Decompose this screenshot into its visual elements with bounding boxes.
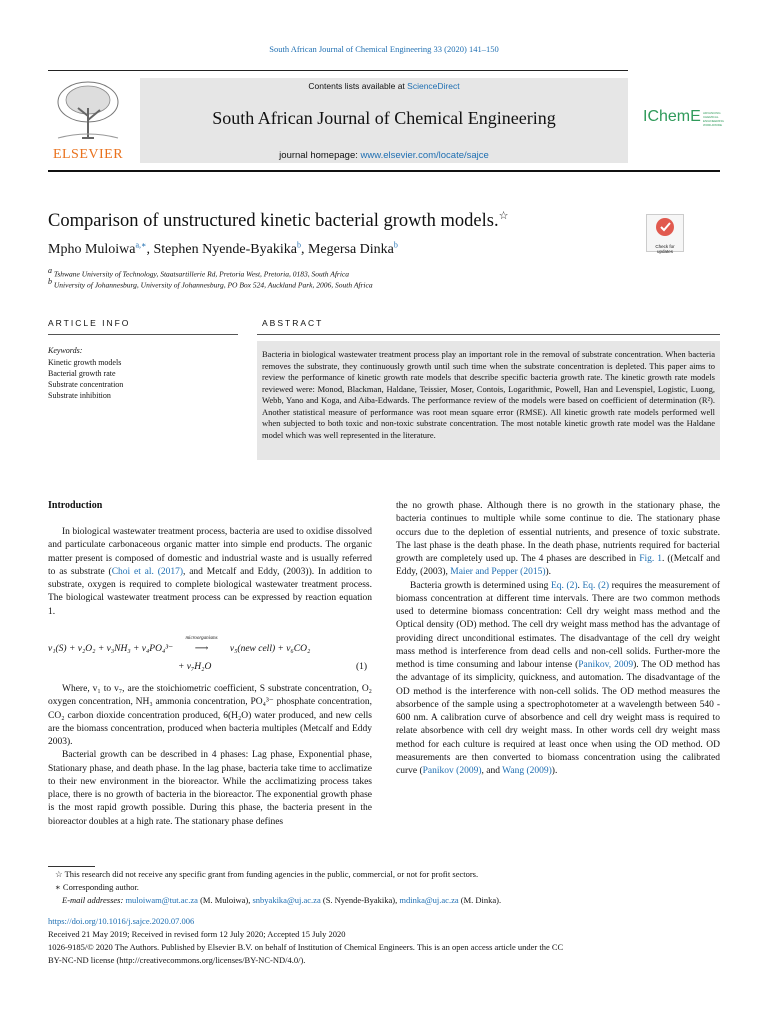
elsevier-wordmark: ELSEVIER bbox=[52, 147, 124, 162]
right-p2-text-cont2: ). The OD method has the advantage of its simplicity, quickness, and automation. The disadvantage of the OD method is the interference with non-cell solids. The OD method measures the absorbence of the sample using a spectrophotometer at a wavelength between 540 - 600 nm. A calibration curve of absorbence and cell dry weight mass is required to relate absorbence with cell dry weight mass. In other words cell dry weight mass method for each culture is required at least once when using the OD method. OD measurements are then converted to biomass concentration using the calibrated curve ( bbox=[396, 660, 720, 776]
intro-p2-text: Where, v₁ to v₇, are the stoichiometric coefficient, S substrate concentration, O₂ oxygen concentration, NH₃ ammonia concentration, PO₄³⁻ phosphate concentration, CO₂ carbon dioxide concentration produced, 6(H₂O) water produced, and new cells are the biomass concentration, produced when bacteria multiples (Metcalf and Eddy 2003). bbox=[48, 684, 372, 747]
article-info-rule bbox=[48, 334, 238, 335]
icheme-tagline: ADVANCING CHEMICAL ENGINEERING WORLDWIDE bbox=[703, 111, 725, 127]
citation-link[interactable]: Choi et al. (2017) bbox=[111, 566, 184, 577]
equation-link[interactable]: Eq. (2) bbox=[582, 580, 610, 591]
affil-text: University of Johannesburg, University of Johannesburg, PO Box 524, Auckland Park, 2006, South Africa bbox=[52, 280, 373, 290]
corresponding-footnote bbox=[55, 882, 139, 893]
right-p2-text-cont: requires the measurement of biomass concentration at different time intervals. There are two common methods used to determine biomass concentration: Cell dry weight mass method and the Optical density (OD) method. The cell dry weight mass method has the advantage of providing direct unconditional estimates. The disadvantage of the cell dry weight mass method is interference from dead cells and non-cell solids. Further-more the method is time consuming and labour intense ( bbox=[396, 580, 720, 670]
affil-mark: b bbox=[48, 277, 52, 286]
author-affil-mark[interactable]: b bbox=[296, 240, 301, 249]
copyright-line-1: 1026-9185/© 2020 The Authors. Published by Elsevier B.V. on behalf of Institution of Chemical Engineers. This is an open access article under the CC bbox=[48, 942, 564, 952]
keywords-label: Keywords: bbox=[48, 346, 83, 355]
check-updates-label: Check for updates bbox=[655, 244, 675, 254]
homepage-link[interactable]: www.elsevier.com/locate/sajce bbox=[360, 150, 489, 161]
article-title bbox=[48, 209, 508, 232]
right-p1-text: the no growth phase. Although there is no growth in the stationary phase, the bacteria continues to multiple while some continue to die. The stationary phase occurs due to the depletion of essential nutrients, and presence of toxic substrate. The last phase is the death phase. In the death phase, nutrients required for bacterial growth are completely used up. The 4 phases are described in bbox=[396, 501, 720, 564]
homepage-prefix: journal homepage: bbox=[279, 150, 361, 161]
equation-arrow: microorganisms ⟶ bbox=[176, 643, 228, 654]
equation-arrow-label: microorganisms bbox=[185, 636, 218, 641]
sciencedirect-link[interactable]: ScienceDirect bbox=[407, 81, 460, 91]
footnote-rule bbox=[48, 866, 95, 867]
check-for-updates-badge[interactable] bbox=[646, 214, 684, 252]
icheme-wordmark: IChemE bbox=[643, 108, 701, 125]
title-footnote-mark[interactable]: ☆ bbox=[498, 210, 509, 222]
received-dates: Received 21 May 2019; Received in revised form 12 July 2020; Accepted 15 July 2020 bbox=[48, 929, 346, 939]
email-link[interactable]: mdinka@uj.ac.za bbox=[399, 895, 459, 905]
article-info-heading: ARTICLE INFO bbox=[48, 318, 131, 328]
journal-homepage bbox=[140, 150, 628, 161]
email-owner: (S. Nyende-Byakika), bbox=[320, 895, 400, 905]
author-list bbox=[48, 240, 398, 258]
check-updates-icon bbox=[647, 215, 683, 239]
journal-banner bbox=[140, 78, 628, 163]
equation-reactants: v₁(S) + v₂O₂ + v₃NH₃ + v₄PO₄³⁻ bbox=[48, 644, 174, 654]
author-sep: , bbox=[300, 241, 308, 257]
intro-p3-text: Bacterial growth can be described in 4 phases: Lag phase, Exponential phase, Stationary phase, and death phase. In the lag phase, bacteria take time to acclimatize to their new environment in the bioreactor. While the acclimatizing process takes place, there is no growth of bacteria in the bioreactor. The exponential growth phase is the most rapid growth possible. During this phase, the bacteria present in the bioreactor doubles at a high rate. The stationary phase defines bbox=[48, 750, 372, 827]
email-owner: (M. Muloiwa), bbox=[197, 895, 253, 905]
citation-link[interactable]: Panikov (2009) bbox=[422, 766, 482, 776]
right-p2-text-end: ). bbox=[551, 766, 558, 776]
right-p2-text-cont3: , and bbox=[481, 766, 503, 776]
affiliation-b bbox=[48, 277, 373, 290]
elsevier-tree-icon bbox=[48, 78, 128, 144]
email-link[interactable]: snbyakika@uj.ac.za bbox=[252, 895, 321, 905]
author-affil-mark[interactable]: b bbox=[393, 240, 398, 249]
author-2[interactable] bbox=[154, 242, 308, 257]
author-1[interactable] bbox=[48, 242, 154, 257]
equation-line-2: + v₇H₂O bbox=[178, 662, 212, 672]
citation-link[interactable]: Panikov, 2009 bbox=[578, 660, 634, 670]
journal-reference[interactable]: South African Journal of Chemical Engineering 33 (2020) 141–150 bbox=[269, 44, 499, 54]
author-name: Megersa Dinka bbox=[307, 241, 394, 257]
intro-p1-text: In biological wastewater treatment process, bacteria are used to oxidise dissolved and particulate carbonaceous organic matter into simple end products. The organic matter present is composed of domestic and industrial waste and is usually referred to as substrate ( bbox=[48, 527, 372, 577]
equation-products: v₅(new cell) + v₆CO₂ bbox=[229, 644, 311, 654]
intro-paragraph-1 bbox=[48, 526, 372, 619]
equation-number: (1) bbox=[356, 662, 368, 672]
keyword-item: Substrate concentration bbox=[48, 380, 124, 389]
figure-link[interactable]: Fig. 1 bbox=[639, 554, 662, 564]
reaction-equation bbox=[48, 636, 372, 654]
keyword-item: Bacterial growth rate bbox=[48, 369, 116, 378]
funding-text: This research did not receive any specific grant from funding agencies in the public, commercial, or not for profit sectors. bbox=[62, 869, 479, 879]
abstract-rule bbox=[257, 334, 720, 335]
right-p2-sep: . bbox=[577, 580, 583, 591]
author-name: Mpho Muloiwa bbox=[48, 241, 136, 257]
right-column-text bbox=[396, 500, 720, 778]
corresponding-text: Corresponding author. bbox=[60, 882, 139, 892]
email-link[interactable]: muloiwam@tut.ac.za bbox=[125, 895, 198, 905]
author-sep: , bbox=[146, 241, 154, 257]
equation-link[interactable]: Eq. (2) bbox=[550, 580, 578, 591]
footnote-mark: ☆ bbox=[55, 869, 63, 879]
copyright-line-2[interactable]: BY-NC-ND license (http://creativecommons.org/licenses/BY-NC-ND/4.0/). bbox=[48, 955, 306, 965]
citation-link[interactable]: Maier and Pepper (2015) bbox=[450, 567, 546, 578]
author-name: Stephen Nyende-Byakika bbox=[153, 241, 297, 257]
citation-link[interactable]: Wang (2009) bbox=[502, 766, 552, 776]
right-p1-text-cont: . ((Metcalf and Eddy, (2003), bbox=[396, 554, 720, 578]
affil-text: Tshwane University of Technology, Staatsartillerie Rd, Pretoria West, Pretoria, 0183, South Africa bbox=[52, 269, 350, 279]
title-text: Comparison of unstructured kinetic bacterial growth models. bbox=[48, 211, 499, 232]
author-3[interactable] bbox=[308, 242, 398, 257]
footnote-mark: ∗ bbox=[55, 882, 61, 892]
abstract-text: Bacteria in biological wastewater treatment process play an important role in the removal of substrate concentration. When bacteria removes the substrate, they continuously growth until such time when the substrate concentration is depleted. This paper aims to review the performance of kinetic growth rate models that describe specific bacteria growth rate. The kinetic growth rate models reviewed were: Monod, Blackman, Haldane, Teissier, Moser, Contois, Logarithmic, Powell, Han and Levenspiel, Logistic, Luong, Webb, Yano and Koga, and Aiba-Edwards. The performance review of the models were based on coefficient of determination (R²). Another statistical measure of performance was root mean square error (RMSE). All kinetic growth rate models performed well when subjected to both toxic and non-toxic substrate concentration. The most notable kinetic growth rate model was the Haldane model which was well represented in the literature. bbox=[262, 349, 715, 440]
right-p2-text: Bacteria growth is determined using bbox=[410, 580, 551, 591]
keyword-item: Kinetic growth models bbox=[48, 358, 122, 367]
right-p1-text-end: ). bbox=[545, 567, 552, 578]
email-label: E-mail addresses: bbox=[62, 895, 126, 905]
contents-availability bbox=[140, 81, 628, 91]
email-footnote bbox=[62, 895, 501, 905]
abstract-heading: ABSTRACT bbox=[262, 318, 324, 328]
avail-prefix: Contents lists available at bbox=[308, 81, 408, 91]
introduction-heading: Introduction bbox=[48, 500, 103, 511]
abstract-box bbox=[257, 341, 720, 460]
keyword-item: Substrate inhibition bbox=[48, 391, 111, 400]
header-rule bbox=[48, 70, 628, 71]
intro-p1-text-cont: , and Metcalf and Eddy, (2003)). In addition to substrate, oxygen is required to complete biological wastewater treatment process. The biological wastewater treatment process can be expressed by reaction equation 1. bbox=[48, 566, 373, 617]
email-owner: (M. Dinka). bbox=[458, 895, 502, 905]
affil-mark: a bbox=[48, 266, 52, 275]
author-affil-mark[interactable]: a,∗ bbox=[135, 240, 147, 249]
elsevier-logo[interactable] bbox=[48, 78, 128, 163]
journal-title: South African Journal of Chemical Engineering bbox=[212, 108, 556, 128]
doi-link[interactable]: https://doi.org/10.1016/j.sajce.2020.07.006 bbox=[48, 916, 195, 926]
header-thick-rule bbox=[48, 170, 720, 172]
funding-footnote bbox=[55, 869, 478, 880]
intro-paragraph-2 bbox=[48, 683, 372, 829]
icheme-logo[interactable] bbox=[643, 108, 728, 132]
